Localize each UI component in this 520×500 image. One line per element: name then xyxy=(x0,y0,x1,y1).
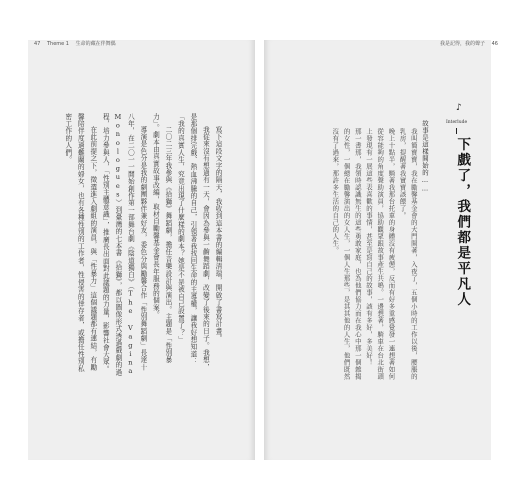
intro-line: 故事是這樣開始的…… xyxy=(421,120,429,194)
script-line: 我叫簡寶寶，我在勵馨基金會的大門開著，入夜了，五個小時的工作以後，腰脹的乳房，提醒著我實寶該餵了。 xyxy=(398,128,418,380)
interlude-label: Interlude xyxy=(446,120,468,125)
paragraph: 寫下這段文字的隔天，我收到這本書的編輯清瑞，開啟了書寫計畫。 xyxy=(214,126,222,343)
right-section-title: 我是記得，我的聲子 xyxy=(440,41,486,47)
script-line: 晚上十點半，騎著我那台托車的身體沒有疲憊，反而有好多重感覺發一連想著如何從容能夠的角度聲助演員，協助觀眾跟故事產生共鳴。一邊想著，騎車在台北街頭上發現有一展這些表喜歡的事情，甚至是寫自己的故事，該有多好，多美好！ xyxy=(364,128,396,380)
script-text xyxy=(285,120,430,380)
left-page-number: 47 xyxy=(34,41,41,47)
right-running-head xyxy=(440,40,503,47)
chapter-title: 下戲了，我們都是平凡人 xyxy=(454,137,471,308)
paragraph: 在此前提之下，徵選進入劇組的演員，與「性暴力」這個議題都有連結，有勵馨陪伴度過難關的婦女，也有各種性別的工作者，性侵害的倖存者，或擔任性別私密工作的人們。 xyxy=(63,113,97,373)
paragraph: 二〇二三年我參與《拾獅》舞蹈劇，擔任音樂設計與演出。主題是「性別暴力」。劇本由真實故事改編，取材自勵馨基金會長年服務的個案。 xyxy=(151,113,172,364)
left-section-title: 生命的藏在伴舞偶 xyxy=(75,41,116,47)
left-body-text xyxy=(60,113,224,377)
left-section-label: Theme 1 xyxy=(46,41,69,47)
paragraph: 我從來沒有想過有一天，會因為參與一齣舞蹈劇，改變了後來的日子。我想，是那個排完戲、熱血沸騰的自己，引領著我找回生命的主導權，讓我好想知道：「我的真實人生，究竟出現了什麼樣的劇本？她是不是被自己設置了？」 xyxy=(176,113,210,371)
paragraph: 導演是色分是我的劇團夥伴兼好友，委色分與勵馨合作「性別舞蹈劇」長達十八年，在二〇一一開始創作第一部舞台劇《陰道獨白》（The Vagina Monologues）到臺灣的七本書《拾獅》，都以圖像形式透過戲劇的過程，培力參與人，「性別主體意識」，推廣長出面對此議題的力量，影響社會大眾。 xyxy=(101,113,147,376)
music-note-icon: ♪ xyxy=(456,103,462,113)
script-line: 那一書那，我領時認識無生的這些勇敢家庭，也為他們協力而在我心中那一個雜揭的女性，一個總在勵馨演出的女人生，一個人生那些，是其其他的人生，他們既然沒有了過來，那許多生活的自己的人生。 xyxy=(331,128,362,380)
left-running-head xyxy=(34,40,121,47)
title-rule xyxy=(456,128,457,134)
right-page-number: 46 xyxy=(491,41,498,47)
